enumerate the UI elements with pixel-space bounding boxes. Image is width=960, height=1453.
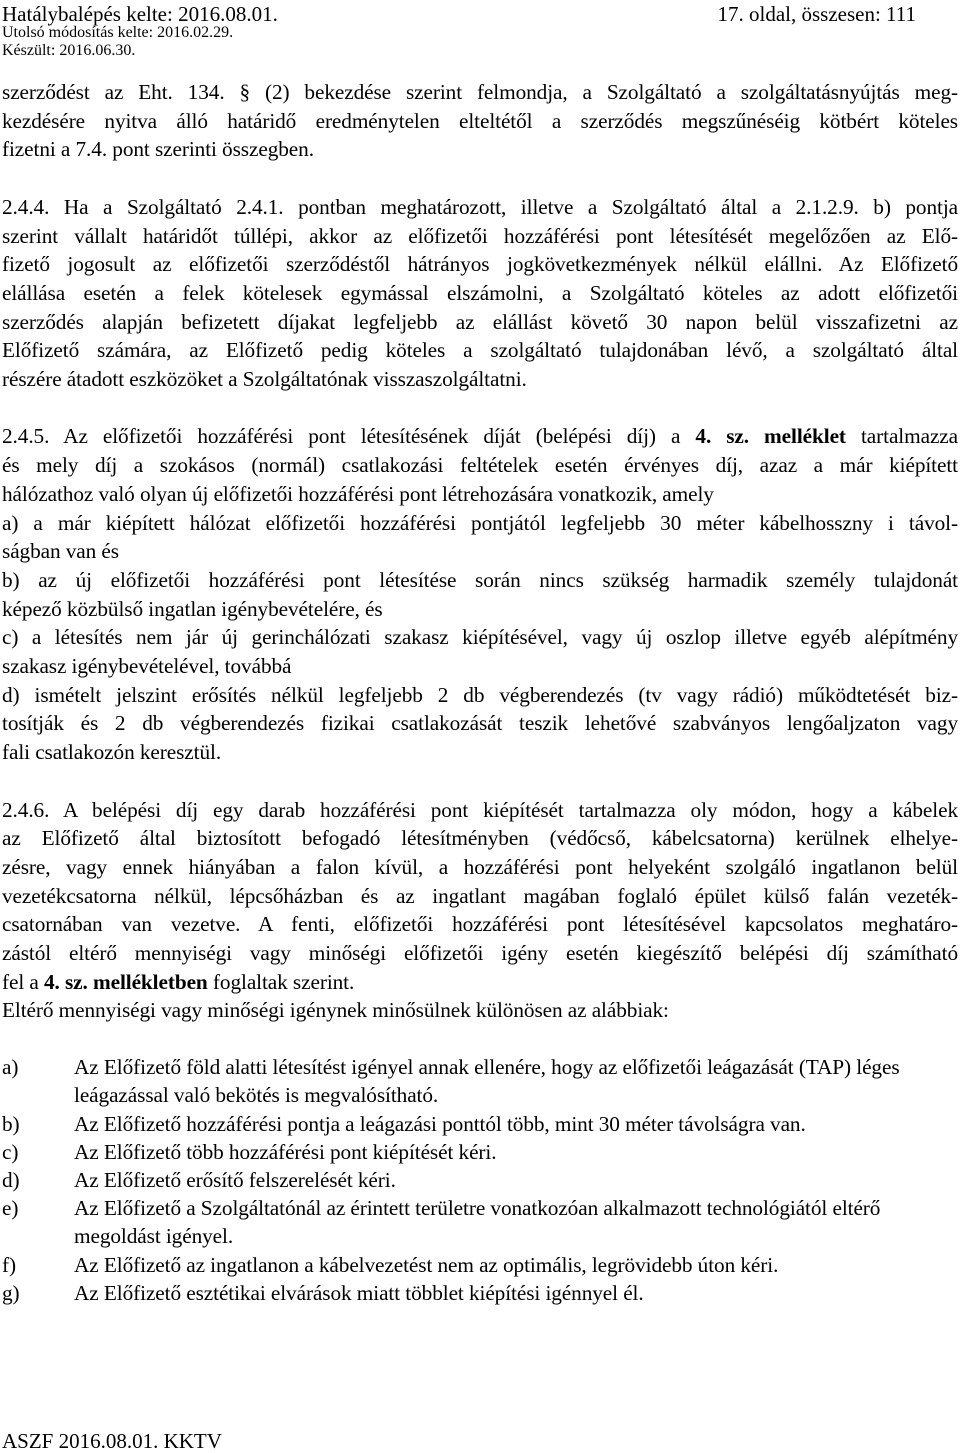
list-item-text: Az Előfizető esztétikai elvárások miatt többlet kiépítési igénnyel él. bbox=[74, 1280, 644, 1305]
paragraph-2-4-5 bbox=[2, 422, 958, 766]
text-line: szerződés alapján befizetett díjakat legfeljebb az elállást követő 30 napon belül visszafizetni az bbox=[2, 309, 958, 334]
created-date: Készült: 2016.06.30. bbox=[2, 42, 136, 59]
text-line: hálózathoz való olyan új előfizetői hozzáférési pont létrehozására vonatkozik, amely bbox=[2, 481, 714, 506]
text-line bbox=[2, 422, 958, 451]
text-line: ságban van és bbox=[2, 539, 119, 564]
list-item-text: Az Előfizető hozzáférési pontja a leágazási ponttól több, mint 30 méter távolságra van. bbox=[74, 1111, 806, 1136]
text-line: fizetni a 7.4. pont szerinti összegben. bbox=[2, 137, 314, 162]
text-line: elállása esetén a felek kötelesek egymással elszámolni, a Szolgáltató köteles az adott előfizetői bbox=[2, 280, 958, 305]
text-line: fizető jogosult az előfizetői szerződéstől hátrányos jogkövetkezmények nélkül elállni. Az Előfizető bbox=[2, 252, 958, 277]
paragraph-2-4-6 bbox=[2, 796, 958, 1026]
text-run: tartalmazza bbox=[845, 424, 958, 449]
text-run: foglaltak szerint. bbox=[207, 969, 355, 994]
text-line: képező közbülső ingatlan igénybevételére, és bbox=[2, 596, 383, 621]
text-line: vezetékcsatorna nélkül, lépcsőházban és az ingatlant magában foglaló épület külső falán vezeték- bbox=[2, 883, 958, 908]
annex-reference: 4. sz. melléklet bbox=[695, 424, 846, 449]
text-line: és mely díj a szokásos (normál) csatlakozási feltételek esetén érvényes díj, azaz a már kiépített bbox=[2, 453, 958, 478]
list-item-text: Az Előfizető erősítő felszerelését kéri. bbox=[74, 1167, 396, 1192]
text-line: Előfizető számára, az Előfizető pedig köteles a szolgáltató tulajdonában lévő, a szolgáltató által bbox=[2, 338, 958, 363]
paragraph-2-4-4 bbox=[2, 193, 958, 394]
text-line: zésre, vagy ennek hiányában a falon kívül, a hozzáférési pont helyeként szolgáló ingatlanon belül bbox=[2, 854, 958, 879]
list-item bbox=[2, 1138, 958, 1166]
list-item-label: b) bbox=[2, 1111, 20, 1136]
text-line: fali csatlakozón keresztül. bbox=[2, 740, 222, 765]
text-run: 2.4.5. Az előfizetői hozzáférési pont létesítésének díját (belépési díj) a bbox=[2, 424, 696, 449]
text-line: c) a létesítés nem jár új gerinchálózati szakasz kiépítésével, vagy új oszlop illetve egyéb alépítmény bbox=[2, 625, 958, 650]
requirements-list bbox=[2, 1053, 958, 1307]
list-item bbox=[2, 1053, 958, 1109]
list-item-text: Az Előfizető több hozzáférési pont kiépítését kéri. bbox=[74, 1139, 497, 1164]
text-line: b) az új előfizetői hozzáférési pont létesítése során nincs szükség harmadik személy tulajdonát bbox=[2, 567, 958, 592]
text-line: csatornában van vezetve. A fenti, előfizetői hozzáférési pont létesítésével kapcsolatos meghatáro- bbox=[2, 912, 958, 937]
text-line: d) ismételt jelszint erősítés nélkül legfeljebb 2 db végberendezés (tv vagy rádió) működtetését biz- bbox=[2, 682, 958, 707]
text-run: fel a bbox=[2, 969, 44, 994]
list-item bbox=[2, 1279, 958, 1307]
text-line: 2.4.4. Ha a Szolgáltató 2.4.1. pontban meghatározott, illetve a Szolgáltató által a 2.1.2.9. b) pontja bbox=[2, 194, 958, 219]
text-line: szakasz igénybevételével, továbbá bbox=[2, 654, 292, 679]
page-number: 17. oldal, összesen: 111 bbox=[717, 2, 916, 26]
list-item-label: f) bbox=[2, 1252, 16, 1277]
list-item bbox=[2, 1166, 958, 1194]
page-footer: ASZF 2016.08.01. KKTV bbox=[2, 1429, 222, 1453]
text-line: szerződést az Eht. 134. § (2) bekezdése szerint felmondja, a Szolgáltató a szolgáltatásnyújtás meg- bbox=[2, 80, 958, 104]
document-body bbox=[2, 78, 958, 1307]
annex-reference: 4. sz. mellékletben bbox=[43, 969, 208, 994]
list-item-label: e) bbox=[2, 1196, 19, 1221]
list-item bbox=[2, 1194, 958, 1250]
text-line: zástól eltérő mennyiségi vagy minőségi előfizetői igény esetén kiegészítő belépési díj számítható bbox=[2, 941, 958, 966]
list-item-text: Az Előfizető a Szolgáltatónál az érintett területre vonatkozóan alkalmazott technológiától eltérő megoldást igényel. bbox=[74, 1196, 881, 1249]
text-line bbox=[2, 968, 958, 997]
list-item-text: Az Előfizető az ingatlanon a kábelvezetést nem az optimális, legrövidebb úton kéri. bbox=[74, 1252, 779, 1277]
text-line: az Előfizető által biztosított befogadó létesítményben (védőcső, kábelcsatorna) kerülnek elhelye- bbox=[2, 826, 958, 851]
modified-date: Utolsó módosítás kelte: 2016.02.29. bbox=[2, 24, 234, 41]
list-item-text: Az Előfizető föld alatti létesítést igényel annak ellenére, hogy az előfizetői leágazását (TAP) léges leágazással való bekötés is megvalósítható. bbox=[74, 1055, 900, 1108]
list-item bbox=[2, 1251, 958, 1279]
list-item-label: d) bbox=[2, 1167, 20, 1192]
list-item-label: g) bbox=[2, 1280, 20, 1305]
effective-date: Hatálybalépés kelte: 2016.08.01. bbox=[2, 2, 278, 26]
text-line: 2.4.6. A belépési díj egy darab hozzáférési pont kiépítését tartalmazza oly módon, hogy a kábelek bbox=[2, 797, 958, 822]
text-line: részére átadott eszközöket a Szolgáltatónak visszaszolgáltatni. bbox=[2, 367, 527, 392]
list-item-label: c) bbox=[2, 1139, 19, 1164]
list-intro: Eltérő mennyiségi vagy minőségi igénynek minősülnek különösen az alábbiak: bbox=[2, 998, 669, 1023]
list-item bbox=[2, 1110, 958, 1138]
text-line: tosítják és 2 db végberendezés fizikai csatlakozását teszik lehetővé szabványos lengőaljzaton vagy bbox=[2, 711, 958, 736]
text-line: kezdésére nyitva álló határidő eredménytelen elteltétől a szerződés megszűnéséig kötbért köteles bbox=[2, 108, 958, 133]
text-line: szerint vállalt határidőt túllépi, akkor az előfizetői hozzáférési pont létesítését megelőzően az Elő- bbox=[2, 223, 958, 248]
list-item-label: a) bbox=[2, 1055, 19, 1080]
paragraph-continuation bbox=[2, 78, 958, 164]
text-line: a) a már kiépített hálózat előfizetői hozzáférési pontjától legfeljebb 30 méter kábelhosszny i távol- bbox=[2, 510, 958, 535]
